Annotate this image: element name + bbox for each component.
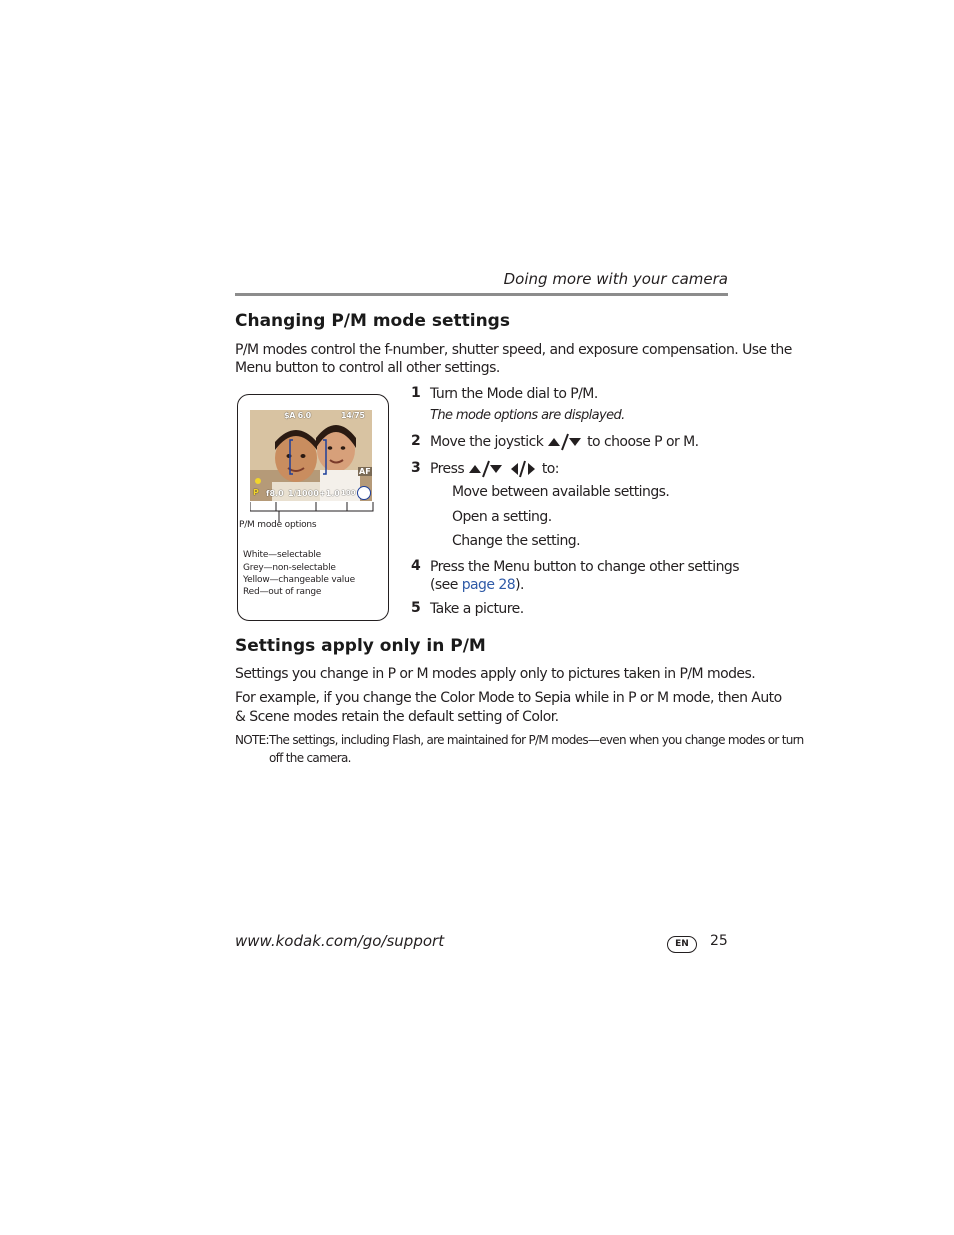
legend-grey: Grey—non-selectable (243, 563, 336, 573)
step-4-close: ). (515, 577, 524, 593)
step-3-text-after: to: (541, 461, 559, 477)
lcd-iso: 100 (341, 489, 356, 497)
language-badge: EN (667, 936, 697, 953)
step-3-text (430, 460, 559, 478)
section-heading-settings-apply: Settings apply only in P/M (235, 636, 486, 656)
legend-white: White—selectable (243, 550, 321, 560)
children-photo-illustration (250, 410, 372, 501)
step-4-number: 4 (411, 558, 421, 574)
lcd-af-indicator: AF (359, 467, 371, 476)
step-3-item-2: Open a setting. (452, 509, 552, 525)
page-number: 25 (710, 933, 728, 949)
section2-para-1: Settings you change in P or M modes apply only to pictures taken in P/M modes. (235, 666, 756, 682)
legend-yellow: Yellow—changeable value (243, 575, 355, 585)
lcd-shutter-speed: 1/1000 (288, 489, 319, 498)
lcd-up-arrow-icon (255, 478, 261, 484)
legend-red: Red—out of range (243, 587, 322, 597)
page-28-link[interactable]: page 28 (461, 577, 516, 593)
pm-options-label: P/M mode options (239, 520, 317, 530)
step-4-line-1: Press the Menu button to change other settings (430, 559, 739, 575)
header-rule (235, 293, 728, 296)
step-1-text: Turn the Mode dial to P/M. (430, 386, 598, 402)
lcd-f-number: f8.0 (266, 489, 284, 498)
step-1-note: The mode options are displayed. (430, 408, 625, 423)
section2-para-2-line-2: & Scene modes retain the default setting of Color. (235, 709, 559, 725)
step-4-line-2 (430, 576, 524, 594)
intro-line-2: Menu button to control all other settings. (235, 360, 500, 376)
lcd-preview-photo (250, 410, 372, 501)
note-line-1: The settings, including Flash, are maintained for P/M modes—even when you change modes or turn (269, 733, 804, 747)
support-url[interactable]: www.kodak.com/go/support (235, 932, 445, 950)
lcd-picture-count: 14/75 (341, 411, 365, 420)
step-3-text-before: Press (430, 461, 465, 477)
lcd-flash-quality: $A 6.0 (284, 411, 311, 420)
step-5-number: 5 (411, 600, 421, 616)
section2-para-2-line-1: For example, if you change the Color Mode to Sepia while in P or M mode, then Auto (235, 690, 782, 706)
arrow-left-right-icon (508, 460, 538, 478)
section-heading-pm-settings: Changing P/M mode settings (235, 311, 510, 331)
step-2-text-before: Move the joystick (430, 434, 544, 450)
note-line-2: off the camera. (269, 751, 351, 765)
lcd-ev-icon (357, 486, 371, 500)
lcd-exposure-comp: +1.0 (319, 489, 340, 498)
step-2-text (430, 433, 699, 451)
step-3-number: 3 (411, 460, 421, 476)
step-1-number: 1 (411, 385, 421, 401)
running-header: Doing more with your camera (503, 270, 728, 288)
step-3-item-1: Move between available settings. (452, 484, 670, 500)
intro-line-1: P/M modes control the f-number, shutter speed, and exposure compensation. Use the (235, 342, 792, 358)
step-3-item-3: Change the setting. (452, 533, 581, 549)
arrow-up-down-icon (468, 460, 504, 478)
arrow-up-down-icon (547, 433, 583, 451)
step-2-number: 2 (411, 433, 421, 449)
note-label: NOTE: (235, 733, 269, 747)
lcd-mode-p: P (253, 488, 259, 497)
step-2-text-after: to choose P or M. (587, 434, 699, 450)
step-5-text: Take a picture. (430, 601, 524, 617)
step-4-see: (see (430, 577, 462, 593)
